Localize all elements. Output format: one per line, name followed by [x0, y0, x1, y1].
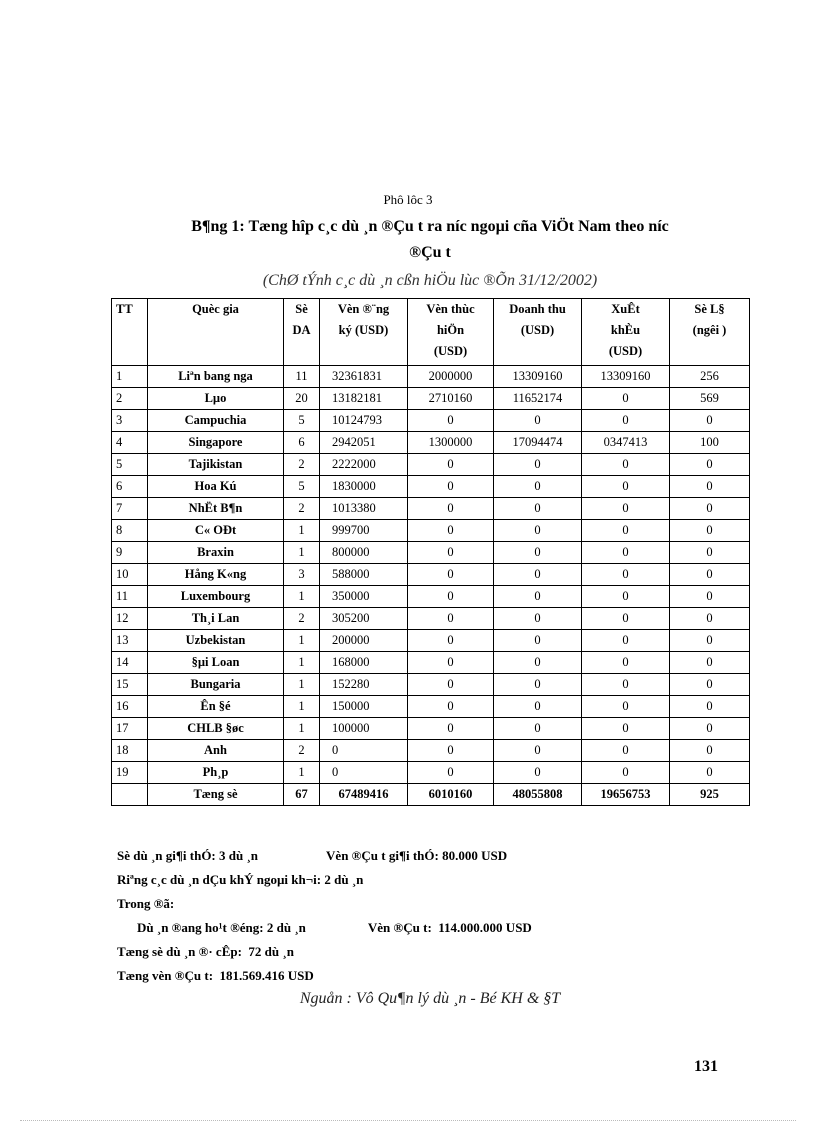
column-header-line: Vèn ®¨ng	[337, 302, 390, 316]
table-cell: 0	[494, 740, 582, 762]
table-cell: 569	[670, 388, 750, 410]
column-header-line: Quèc gia	[192, 302, 239, 316]
table-cell: 0	[408, 542, 494, 564]
table-row	[112, 762, 750, 784]
table-subtitle: (ChØ tÝnh c¸c dù ¸n cßn hiÖu lùc ®Õn 31/12/2002)	[262, 272, 598, 289]
table-cell: Hång K«ng	[148, 564, 284, 586]
table-cell: 0	[670, 652, 750, 674]
table-cell: 0	[670, 542, 750, 564]
table-cell: 0	[582, 410, 670, 432]
table-row	[112, 586, 750, 608]
table-cell: NhËt B¶n	[148, 498, 284, 520]
table-title	[110, 214, 750, 266]
table-cell: 0	[670, 674, 750, 696]
table-row	[112, 388, 750, 410]
table-cell: 2	[112, 388, 148, 410]
table-row	[112, 740, 750, 762]
table-cell: 1	[284, 586, 320, 608]
table-cell: 15	[112, 674, 148, 696]
note-dissolved-capital: Vèn ®Çu t gi¶i thÓ: 80.000 USD	[326, 848, 508, 863]
table-cell: 0	[494, 762, 582, 784]
table-row	[112, 432, 750, 454]
table-cell: 0	[582, 740, 670, 762]
table-row	[112, 696, 750, 718]
table-cell: 0	[582, 476, 670, 498]
table-cell: 0	[408, 718, 494, 740]
total-row	[112, 784, 750, 806]
table-cell: 67	[284, 784, 320, 806]
table-cell: 0	[582, 564, 670, 586]
table-cell: 1	[112, 366, 148, 388]
table-cell: CHLB §øc	[148, 718, 284, 740]
table-cell: 16	[112, 696, 148, 718]
table-row	[112, 498, 750, 520]
table-cell: Ên §é	[148, 696, 284, 718]
table-cell: 11	[112, 586, 148, 608]
table-cell: 5	[284, 410, 320, 432]
table-cell: 17094474	[494, 432, 582, 454]
table-cell: 0	[582, 520, 670, 542]
table-cell: §µi Loan	[148, 652, 284, 674]
note-total-capital: Tæng vèn ®Çu t: 181.569.416 USD	[117, 968, 314, 983]
table-row	[112, 454, 750, 476]
table-cell: 0	[582, 454, 670, 476]
table-cell: Tajikistan	[148, 454, 284, 476]
table-cell: 14	[112, 652, 148, 674]
appendix-label: Phô lôc 3	[383, 192, 433, 207]
table-cell: Tæng sè	[148, 784, 284, 806]
notes-block	[117, 848, 532, 992]
table-cell: 1	[284, 542, 320, 564]
table-cell: 0	[408, 740, 494, 762]
table-cell: 13	[112, 630, 148, 652]
table-cell: 925	[670, 784, 750, 806]
note-total-licensed: Tæng sè dù ¸n ®· cÊp: 72 dù ¸n	[117, 944, 294, 959]
table-cell: 6	[284, 432, 320, 454]
table-cell: 11652174	[494, 388, 582, 410]
table-cell: 2	[284, 740, 320, 762]
note-in-which: Trong ®ã:	[117, 896, 175, 911]
table-row	[112, 410, 750, 432]
table-cell: 0	[670, 564, 750, 586]
table-cell: C« OÐt	[148, 520, 284, 542]
table-cell: 1	[284, 630, 320, 652]
table-cell: 19656753	[582, 784, 670, 806]
column-header-line: khÈu	[610, 323, 641, 337]
table-cell: 0	[582, 696, 670, 718]
table-cell: 0	[582, 674, 670, 696]
table-cell: 4	[112, 432, 148, 454]
table-cell: 0	[494, 476, 582, 498]
table-cell: 0	[494, 674, 582, 696]
table-cell: 0	[320, 740, 408, 762]
note-dissolved-projects: Sè dù ¸n gi¶i thÓ: 3 dù ¸n	[117, 848, 259, 863]
table-cell: Campuchia	[148, 410, 284, 432]
table-cell: 305200	[320, 608, 408, 630]
table-cell: 13309160	[494, 366, 582, 388]
table-cell: 1	[284, 520, 320, 542]
table-cell: 7	[112, 498, 148, 520]
table-cell: 10	[112, 564, 148, 586]
column-header	[284, 299, 320, 366]
table-cell: 32361831	[320, 366, 408, 388]
table-cell: 1013380	[320, 498, 408, 520]
table-cell: 0	[494, 542, 582, 564]
table-cell: 0	[408, 454, 494, 476]
table-cell: 0	[408, 608, 494, 630]
table-cell: 2	[284, 608, 320, 630]
column-header-line: Sè L§	[694, 302, 725, 316]
table-cell: 0	[582, 762, 670, 784]
table-cell: 0	[670, 762, 750, 784]
column-header	[320, 299, 408, 366]
column-header	[670, 299, 750, 366]
table-cell: 152280	[320, 674, 408, 696]
source-note: Nguån : Vô Qu¶n lý dù ¸n - Bé KH & §T	[299, 990, 561, 1007]
table-cell: 0	[582, 586, 670, 608]
table-cell	[112, 784, 148, 806]
table-cell: 13309160	[582, 366, 670, 388]
table-cell: Lµo	[148, 388, 284, 410]
table-cell: Th¸i Lan	[148, 608, 284, 630]
table-cell: 1	[284, 718, 320, 740]
table-cell: 0	[494, 696, 582, 718]
table-cell: 0	[494, 586, 582, 608]
table-cell: 0	[408, 520, 494, 542]
column-header-line: DA	[292, 323, 311, 337]
column-header-line: (USD)	[433, 344, 468, 358]
table-row	[112, 652, 750, 674]
table-row	[112, 608, 750, 630]
column-header	[408, 299, 494, 366]
table-cell: 1300000	[408, 432, 494, 454]
investment-table	[111, 298, 750, 806]
table-cell: 100000	[320, 718, 408, 740]
table-cell: 100	[670, 432, 750, 454]
table-cell: 0	[582, 542, 670, 564]
table-cell: 0	[670, 454, 750, 476]
table-cell: 2000000	[408, 366, 494, 388]
table-cell: 13182181	[320, 388, 408, 410]
table-cell: 3	[284, 564, 320, 586]
table-cell: 2	[284, 454, 320, 476]
column-header-line: ký (USD)	[338, 323, 389, 337]
table-cell: 150000	[320, 696, 408, 718]
table-cell: 999700	[320, 520, 408, 542]
table-row	[112, 542, 750, 564]
table-cell: 0	[670, 520, 750, 542]
table-cell: 168000	[320, 652, 408, 674]
table-row	[112, 718, 750, 740]
column-header	[494, 299, 582, 366]
table-cell: 0	[494, 608, 582, 630]
table-cell: 0	[670, 498, 750, 520]
table-cell: 256	[670, 366, 750, 388]
table-row	[112, 520, 750, 542]
table-cell: Luxembourg	[148, 586, 284, 608]
note-offshore-oil: Riªng c¸c dù ¸n dÇu khÝ ngoµi kh¬i: 2 dù ¸n	[117, 872, 364, 887]
table-cell: 0347413	[582, 432, 670, 454]
table-cell: 0	[408, 498, 494, 520]
table-cell: 1	[284, 696, 320, 718]
table-cell: 19	[112, 762, 148, 784]
column-header	[112, 299, 148, 366]
table-cell: 0	[582, 388, 670, 410]
table-cell: 0	[408, 410, 494, 432]
table-cell: 48055808	[494, 784, 582, 806]
table-cell: 200000	[320, 630, 408, 652]
table-cell: 0	[494, 564, 582, 586]
table-cell: 6010160	[408, 784, 494, 806]
column-header-line: Vèn thùc	[426, 302, 475, 316]
table-cell: 2222000	[320, 454, 408, 476]
table-cell: 0	[494, 410, 582, 432]
table-cell: 2942051	[320, 432, 408, 454]
table-cell: 11	[284, 366, 320, 388]
table-cell: 67489416	[320, 784, 408, 806]
table-cell: 0	[670, 410, 750, 432]
table-cell: 1	[284, 762, 320, 784]
column-header	[582, 299, 670, 366]
table-cell: 5	[112, 454, 148, 476]
table-cell: 588000	[320, 564, 408, 586]
table-cell: 9	[112, 542, 148, 564]
table-cell: 0	[670, 740, 750, 762]
table-cell: 800000	[320, 542, 408, 564]
table-cell: 0	[408, 630, 494, 652]
table-cell: 0	[408, 762, 494, 784]
table-cell: 10124793	[320, 410, 408, 432]
table-cell: 2710160	[408, 388, 494, 410]
table-cell: 12	[112, 608, 148, 630]
table-row	[112, 564, 750, 586]
column-header-line: (ngêi )	[692, 323, 727, 337]
table-cell: 8	[112, 520, 148, 542]
table-row	[112, 674, 750, 696]
table-cell: 0	[582, 718, 670, 740]
column-header-line: (USD)	[520, 323, 555, 337]
column-header-line: TT	[116, 302, 133, 316]
table-row	[112, 476, 750, 498]
table-cell: 0	[670, 608, 750, 630]
table-cell: Hoa Kú	[148, 476, 284, 498]
table-row	[112, 630, 750, 652]
table-cell: 0	[408, 564, 494, 586]
table-cell: 17	[112, 718, 148, 740]
table-cell: 1	[284, 674, 320, 696]
table-cell: Uzbekistan	[148, 630, 284, 652]
table-cell: 0	[582, 608, 670, 630]
table-cell: Liªn bang nga	[148, 366, 284, 388]
table-cell: 0	[494, 630, 582, 652]
page-number: 131	[694, 1058, 718, 1075]
table-cell: 20	[284, 388, 320, 410]
table-cell: 0	[494, 718, 582, 740]
table-cell: 0	[494, 652, 582, 674]
table-cell: 0	[670, 476, 750, 498]
table-cell: 3	[112, 410, 148, 432]
table-cell: Braxin	[148, 542, 284, 564]
table-cell: 0	[408, 476, 494, 498]
table-cell: 2	[284, 498, 320, 520]
table-cell: 0	[494, 520, 582, 542]
table-cell: Bungaria	[148, 674, 284, 696]
table-cell: 0	[408, 652, 494, 674]
title-line-2: ®Çu t	[409, 244, 451, 261]
table-cell: 0	[494, 454, 582, 476]
table-cell: Anh	[148, 740, 284, 762]
table-cell: 18	[112, 740, 148, 762]
table-cell: 0	[582, 630, 670, 652]
note-active-projects: Dù ¸n ®ang ho¹t ®éng: 2 dù ¸n	[137, 920, 306, 935]
table-cell: 0	[670, 696, 750, 718]
table-cell: 0	[408, 696, 494, 718]
table-cell: 0	[582, 652, 670, 674]
column-header-line: XuÊt	[611, 302, 640, 316]
table-cell: 5	[284, 476, 320, 498]
title-line-1: B¶ng 1: Tæng hîp c¸c dù ¸n ®Çu t ra níc ngoµi cña ViÖt Nam theo níc	[191, 218, 669, 235]
table-cell: Singapore	[148, 432, 284, 454]
table-cell: 0	[670, 586, 750, 608]
table-cell: Ph¸p	[148, 762, 284, 784]
table-cell: 0	[320, 762, 408, 784]
column-header	[148, 299, 284, 366]
table-cell: 0	[408, 586, 494, 608]
table-cell: 0	[670, 718, 750, 740]
note-active-capital: Vèn ®Çu t: 114.000.000 USD	[367, 920, 532, 935]
table-cell: 1830000	[320, 476, 408, 498]
column-header-line: hiÖn	[436, 323, 465, 337]
table-cell: 350000	[320, 586, 408, 608]
column-header-line: (USD)	[608, 344, 643, 358]
footer-divider	[20, 1120, 796, 1121]
column-header-line: Sè	[295, 302, 308, 316]
table-cell: 1	[284, 652, 320, 674]
table-row	[112, 366, 750, 388]
table-cell: 0	[408, 674, 494, 696]
header-row	[112, 299, 750, 366]
table-cell: 0	[582, 498, 670, 520]
table-cell: 0	[670, 630, 750, 652]
column-header-line: Doanh thu	[509, 302, 566, 316]
table-cell: 6	[112, 476, 148, 498]
table-cell: 0	[494, 498, 582, 520]
